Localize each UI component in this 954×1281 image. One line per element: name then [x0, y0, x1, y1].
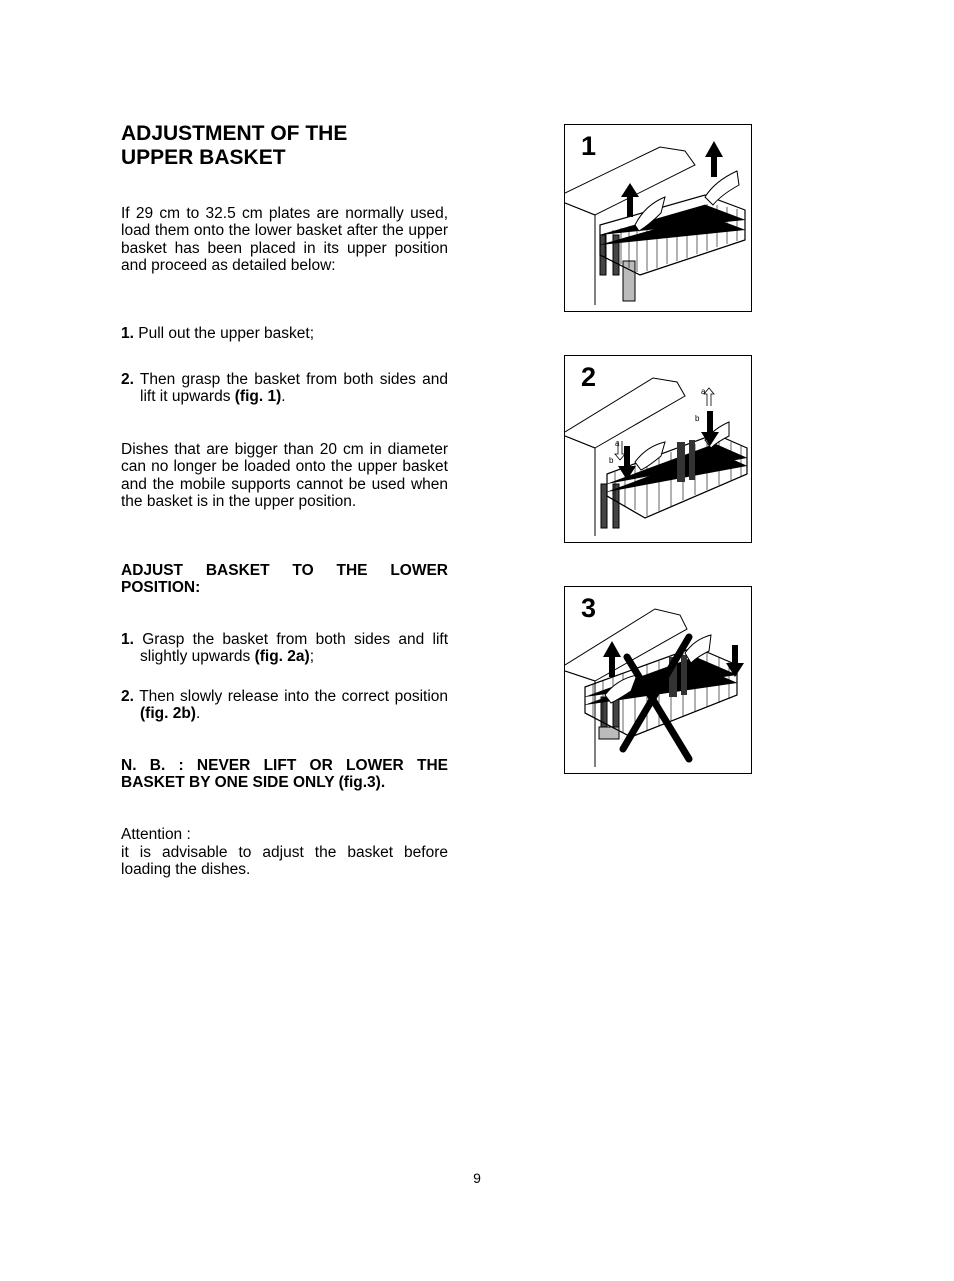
label-a-right: a	[701, 387, 706, 396]
figure-reference: (fig. 1)	[234, 388, 282, 406]
label-a-left: a	[615, 439, 620, 448]
label-b-right: b	[695, 414, 700, 423]
step-number: 1.	[121, 325, 134, 342]
step-number: 2.	[121, 371, 134, 388]
upper-step-2	[121, 371, 448, 406]
figure-reference: (fig. 2b)	[140, 705, 196, 723]
dishes-note-paragraph: Dishes that are bigger than 20 cm in diameter can no longer be loaded onto the upper basket and the mobile supports cannot be used when the basket is in the upper position.	[121, 441, 448, 511]
step-punctuation: ;	[309, 648, 315, 666]
step-punctuation: .	[195, 705, 201, 723]
figure-1-number: 1	[581, 131, 597, 161]
nb-warning: N. B. : NEVER LIFT OR LOWER THE BASKET BY ONE SIDE ONLY (fig.3).	[121, 757, 448, 792]
attention-label: Attention :	[121, 826, 191, 843]
page-title	[121, 122, 451, 170]
intro-paragraph: If 29 cm to 32.5 cm plates are normally used, load them onto the lower basket after the upper basket has been placed in its upper position and proceed as detailed below:	[121, 205, 448, 275]
figure-1	[564, 124, 752, 312]
step-punctuation: .	[281, 388, 286, 406]
step-text: Pull out the upper basket;	[138, 325, 315, 342]
attention-text: it is advisable to adjust the basket before loading the dishes.	[121, 844, 448, 879]
page-number: 9	[473, 1170, 481, 1186]
title-line-2: UPPER BASKET	[121, 146, 286, 169]
upper-step-1	[121, 325, 448, 342]
figure-3	[564, 586, 752, 774]
label-b-left: b	[609, 456, 614, 465]
step-text: Grasp the basket from both sides and lift slightly upwards	[140, 631, 449, 666]
step-text: Then grasp the basket from both sides and lift it upwards	[139, 371, 448, 406]
lower-position-heading: ADJUST BASKET TO THE LOWER POSITION:	[121, 562, 448, 597]
step-number: 2.	[121, 688, 134, 705]
step-number: 1.	[121, 631, 134, 648]
figure-reference: (fig. 2a)	[254, 648, 310, 666]
step-text: Then slowly release into the correct position	[139, 688, 448, 705]
figure-3-number: 3	[581, 593, 597, 623]
figure-2-number: 2	[581, 362, 597, 392]
lower-step-2	[121, 688, 448, 723]
title-line-1: ADJUSTMENT OF THE	[121, 122, 348, 145]
figure-2	[564, 355, 752, 543]
lower-step-1	[121, 631, 448, 666]
